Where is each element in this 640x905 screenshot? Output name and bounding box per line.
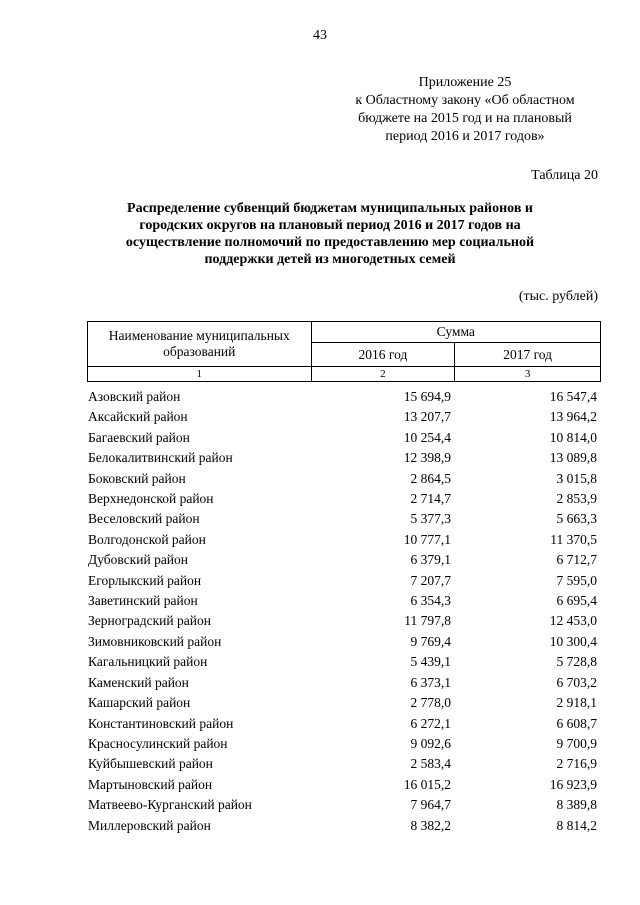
document-title: Распределение субвенций бюджетам муниципальных районов и городских округов на плановый период 2016 и 2017 годов на осуществление полномочий по предоставлению мер социальной поддержки детей из многодетных семей (125, 201, 535, 267)
column-number-3: 3 (455, 367, 601, 382)
row-value-2017: 9 700,9 (556, 735, 597, 751)
row-value-2016: 6 373,1 (410, 674, 451, 690)
row-value-2017: 3 015,8 (556, 470, 597, 486)
row-value-2016: 5 439,1 (410, 654, 451, 670)
row-value-2017: 8 814,2 (556, 817, 597, 833)
row-name: Заветинский район (88, 593, 198, 609)
header-2016: 2016 год (311, 343, 455, 367)
row-value-2016: 2 778,0 (410, 695, 451, 711)
row-name: Константиновский район (88, 715, 234, 731)
data-table (87, 387, 601, 836)
table-row (87, 407, 601, 427)
row-value-2017: 5 663,3 (556, 511, 597, 527)
row-name: Зерноградский район (88, 613, 211, 629)
row-name: Миллеровский район (88, 817, 211, 833)
row-value-2017: 2 918,1 (556, 695, 597, 711)
row-name: Каменский район (88, 674, 189, 690)
row-name: Дубовский район (88, 552, 189, 568)
row-value-2017: 13 089,8 (549, 450, 597, 466)
row-value-2017: 11 370,5 (550, 531, 597, 547)
units-label: (тыс. рублей) (518, 289, 598, 304)
row-value-2016: 10 254,4 (403, 429, 451, 445)
table-row (87, 816, 601, 836)
appendix-line-1: Приложение 25 (418, 75, 512, 90)
row-value-2017: 5 728,8 (556, 654, 597, 670)
column-number-1: 1 (88, 367, 312, 382)
row-value-2017: 7 595,0 (556, 572, 597, 588)
appendix-line-2: к Областному закону «Об областном (355, 93, 575, 108)
row-value-2017: 2 853,9 (556, 491, 597, 507)
row-value-2016: 2 714,7 (410, 491, 451, 507)
appendix-line-4: период 2016 и 2017 годов» (385, 129, 545, 144)
row-value-2017: 13 964,2 (549, 409, 597, 425)
row-name: Матвеево-Курганский район (88, 797, 252, 813)
row-name: Азовский район (88, 389, 181, 404)
row-name: Боковский район (88, 470, 186, 486)
row-value-2017: 6 695,4 (556, 593, 597, 609)
table-row (87, 428, 601, 448)
table-row (87, 530, 601, 550)
row-value-2017: 10 814,0 (549, 429, 597, 445)
row-value-2016: 8 382,2 (410, 817, 451, 833)
header-sum: Сумма (311, 322, 600, 343)
table-row (87, 387, 601, 407)
row-value-2017: 16 547,4 (549, 389, 597, 404)
row-name: Кашарский район (88, 695, 191, 711)
column-number-2: 2 (311, 367, 455, 382)
row-value-2017: 6 608,7 (556, 715, 597, 731)
row-name: Зимовниковский район (88, 633, 222, 649)
row-name: Волгодонской район (88, 531, 206, 547)
row-name: Красносулинский район (88, 735, 228, 751)
appendix-note (330, 74, 600, 146)
table-row (87, 611, 601, 631)
table-row (87, 673, 601, 693)
row-name: Куйбышевский район (88, 756, 213, 772)
row-value-2017: 12 453,0 (549, 613, 597, 629)
row-value-2017: 6 712,7 (556, 552, 597, 568)
row-value-2016: 5 377,3 (410, 511, 451, 527)
row-name: Верхнедонской район (88, 491, 214, 507)
row-name: Веселовский район (88, 511, 200, 527)
row-value-2016: 2 583,4 (410, 756, 451, 772)
row-value-2016: 16 015,2 (403, 776, 451, 792)
row-value-2016: 6 379,1 (410, 552, 451, 568)
table-row (87, 693, 601, 713)
appendix-line-3: бюджете на 2015 год и на плановый (358, 111, 572, 126)
table-row (87, 734, 601, 754)
row-value-2016: 2 864,5 (410, 470, 451, 486)
header-name: Наименование муниципальных образований (88, 322, 312, 367)
row-value-2016: 12 398,9 (403, 450, 451, 466)
header-2017: 2017 год (455, 343, 601, 367)
table-row (87, 795, 601, 815)
row-name: Мартыновский район (88, 776, 213, 792)
row-value-2016: 6 272,1 (410, 715, 451, 731)
row-value-2016: 9 092,6 (410, 735, 451, 751)
row-value-2017: 16 923,9 (549, 776, 597, 792)
table-row (87, 714, 601, 734)
table-row (87, 509, 601, 529)
table-row (87, 571, 601, 591)
table-row (87, 632, 601, 652)
table-row (87, 591, 601, 611)
table-row (87, 550, 601, 570)
row-value-2016: 6 354,3 (410, 593, 451, 609)
table-row (87, 775, 601, 795)
row-value-2017: 8 389,8 (556, 797, 597, 813)
row-value-2016: 7 964,7 (410, 797, 451, 813)
row-name: Белокалитвинский район (88, 450, 233, 466)
row-value-2016: 11 797,8 (404, 613, 451, 629)
row-name: Егорлыкский район (88, 572, 202, 588)
row-value-2016: 13 207,7 (403, 409, 451, 425)
table-header (87, 321, 601, 382)
row-name: Аксайский район (88, 409, 188, 425)
row-name: Кагальницкий район (88, 654, 208, 670)
row-value-2017: 6 703,2 (556, 674, 597, 690)
row-value-2016: 9 769,4 (410, 633, 451, 649)
row-value-2016: 10 777,1 (403, 531, 451, 547)
table-row (87, 489, 601, 509)
row-value-2016: 7 207,7 (410, 572, 451, 588)
table-row (87, 469, 601, 489)
page-number: 43 (313, 28, 327, 43)
table-row (87, 754, 601, 774)
row-value-2017: 10 300,4 (549, 633, 597, 649)
table-row (87, 652, 601, 672)
row-name: Багаевский район (88, 429, 190, 445)
row-value-2017: 2 716,9 (556, 756, 597, 772)
table-row (87, 448, 601, 468)
row-value-2016: 15 694,9 (403, 389, 451, 404)
table-label: Таблица 20 (531, 168, 598, 183)
